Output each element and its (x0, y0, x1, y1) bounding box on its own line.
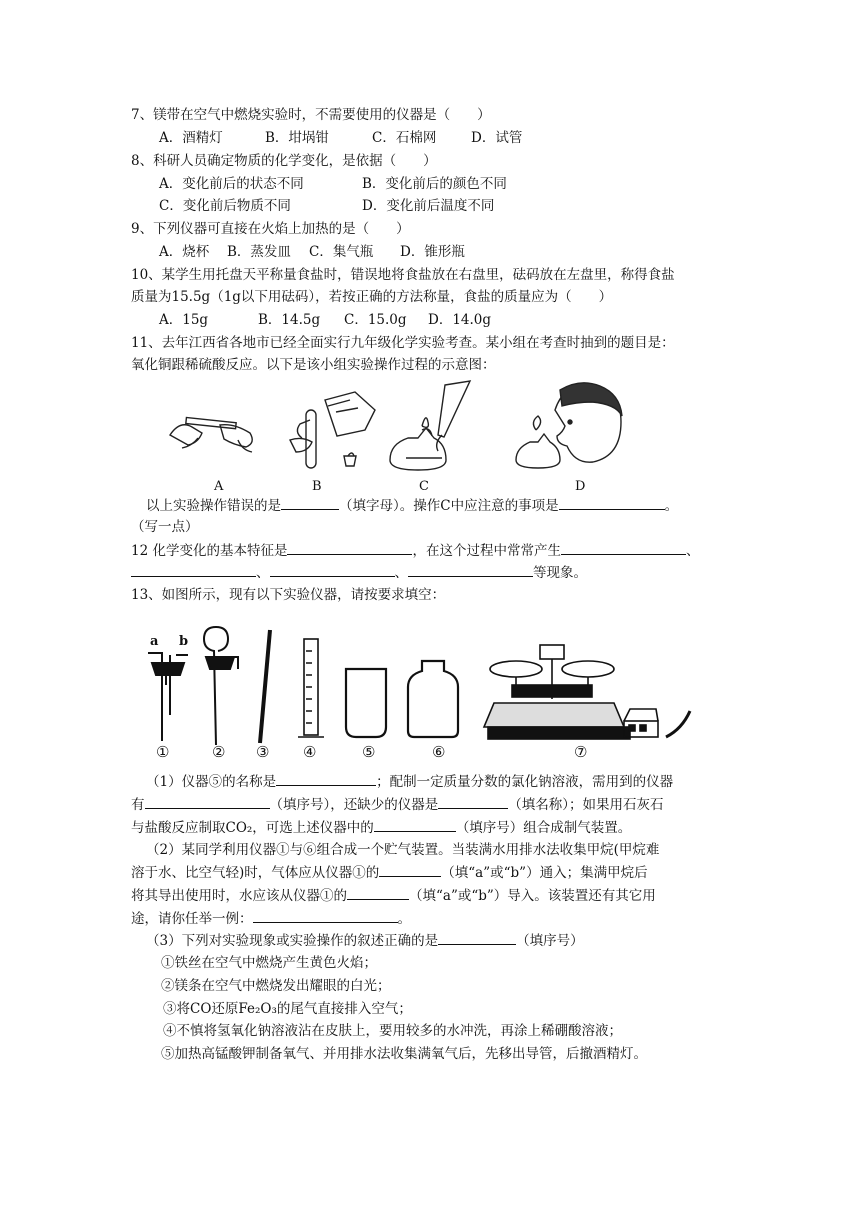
q11-answer-line2: （写一点） (131, 519, 199, 535)
q13-p1-text-7: （填序号）组合成制气装置。 (455, 820, 632, 836)
q8-option-c: C．变化前后物质不同 (159, 198, 291, 214)
q13-p1-text-2: ；配制一定质量分数的氯化钠溶液，需用到的仪器 (376, 774, 674, 790)
q7-stem: 7、镁带在空气中燃烧实验时，不需要使用的仪器是（ ） (131, 107, 491, 123)
instrument-number-6: ⑥ (432, 743, 446, 761)
tube-label-a: a (150, 634, 159, 649)
q13-p2-line2 (131, 863, 648, 882)
q12-sep-1: 、 (256, 565, 270, 581)
q7-option-d: D．试管 (471, 130, 523, 146)
q12-line1 (131, 541, 699, 560)
q7-option-b: B．坩埚钳 (265, 130, 329, 146)
q8-option-a: A．变化前后的状态不同 (159, 176, 304, 192)
q13-p2-text-1: 溶于水、比空气轻)时，气体应从仪器①的 (131, 865, 380, 881)
q13-item-2: ②镁条在空气中燃烧发出耀眼的白光； (161, 978, 391, 994)
q13-blank-water-inlet[interactable] (347, 886, 409, 900)
q13-p2-text-4: （填“a”或“b”）导入。该装置还有其它用 (409, 888, 656, 904)
q13-p1-line2 (131, 795, 664, 814)
figure-label-c: C (419, 479, 429, 494)
q9-option-a: A．烧杯 (159, 244, 210, 260)
q13-blank-name5[interactable] (276, 772, 376, 786)
q13-p3-text-1: （3）下列对实验现象或实验操作的叙述正确的是 (146, 933, 439, 949)
instrument-7-weight-box (624, 709, 690, 737)
q12-blank-phenomenon-1[interactable] (561, 541, 686, 555)
q13-blank-missing[interactable] (438, 795, 508, 809)
figure-d-smelling (516, 383, 622, 468)
instrument-7-balance (484, 645, 630, 739)
q13-p2-line1: （2）某同学利用仪器①与⑥组合成一个贮气装置。当装满水用排水法收集甲烷(甲烷难 (146, 842, 660, 858)
q8-option-b: B．变化前后的颜色不同 (362, 176, 507, 192)
q10-option-d: D．14.0g (428, 312, 492, 328)
q11-stem-line2: 氧化铜跟稀硫酸反应。以下是该小组实验操作过程的示意图： (131, 357, 496, 373)
q13-p2-text-5: 途，请你任举一例： (131, 911, 253, 927)
figure-label-b: B (312, 479, 322, 494)
q13-p3-text-2: （填序号） (516, 933, 584, 949)
q10-stem-line2: 质量为15.5g（1g以下用砝码），若按正确的方法称量，食盐的质量应为（ ） (131, 289, 613, 305)
instrument-number-7: ⑦ (574, 743, 588, 761)
q8-stem: 8、科研人员确定物质的化学变化，是依据（ ） (131, 153, 437, 169)
q13-p1-text-4: （填序号），还缺少的仪器是 (269, 797, 439, 813)
q13-instrument-figures (140, 625, 700, 745)
q10-option-b: B．14.5g (258, 312, 321, 328)
q10-stem-line1: 10、某学生用托盘天平称量食盐时，错误地将食盐放在右盘里，砝码放在左盘里，称得食盐 (131, 267, 675, 283)
q12-blank-phenomenon-4[interactable] (408, 563, 533, 577)
q13-p1-line3 (131, 818, 631, 837)
q12-blank-feature[interactable] (287, 541, 412, 555)
instrument-number-3: ③ (256, 743, 270, 761)
q13-p2-text-2: （填“a”或“b”）通入；集满甲烷后 (441, 865, 648, 881)
instrument-number-4: ④ (303, 743, 317, 761)
figure-b-pouring (290, 392, 375, 468)
figure-label-d: D (575, 479, 586, 494)
q13-item-1: ①铁丝在空气中燃烧产生黄色火焰； (161, 955, 377, 971)
q13-p1-text-6: 与盐酸反应制取CO₂，可选上述仪器中的 (131, 820, 374, 836)
q13-item-5: ⑤加热高锰酸钾制备氧气、并用排水法收集满氧气后，先移出导管，后撤酒精灯。 (161, 1046, 647, 1062)
instrument-3-glass-rod (260, 630, 270, 743)
q10-option-c: C．15.0g (344, 312, 407, 328)
q12-line2 (131, 563, 587, 582)
figure-a-hands-tube (170, 418, 252, 452)
q13-blank-instruments[interactable] (145, 795, 270, 809)
q11-operation-figures (160, 380, 780, 476)
q12-blank-phenomenon-2[interactable] (131, 563, 256, 577)
q11-answer-text-1: 以上实验操作错误的是 (146, 498, 281, 514)
q13-p2-line3 (131, 886, 656, 905)
q12-text-1: 12 化学变化的基本特征是 (131, 543, 288, 559)
instrument-number-5: ⑤ (362, 743, 376, 761)
q11-blank-notice[interactable] (559, 496, 665, 510)
q13-p2-text-6: 。 (397, 911, 411, 927)
q11-stem-line1: 11、去年江西省各地市已经全面实行九年级化学实验考查。某小组在考查时抽到的题目是： (131, 335, 675, 351)
q9-option-c: C．集气瓶 (309, 244, 374, 260)
q12-text-3: 、 (685, 543, 700, 559)
q13-stem: 13、如图所示，现有以下实验仪器，请按要求填空： (131, 587, 446, 603)
q13-blank-correct[interactable] (438, 931, 516, 945)
instrument-5-beaker (346, 669, 386, 737)
q11-answer-text-2: （填字母）。操作C中应注意的事项是 (339, 498, 559, 514)
figure-label-a: A (214, 479, 224, 494)
instrument-1-two-tubes (148, 653, 188, 741)
q7-option-c: C．石棉网 (372, 130, 437, 146)
instrument-2-funnel (204, 627, 238, 745)
q13-item-4: ④不慎将氢氧化钠溶液沾在皮肤上，要用较多的水冲洗，再涂上稀硼酸溶液； (163, 1023, 622, 1039)
q13-blank-co2-setup[interactable] (374, 818, 456, 832)
q13-blank-inlet[interactable] (379, 863, 441, 877)
figure-c-heating (390, 381, 470, 470)
q13-p3-line1 (146, 931, 584, 950)
instrument-number-2: ② (212, 743, 226, 761)
q12-text-2: ，在这个过程中常常产生 (412, 543, 561, 559)
q11-blank-wrong-op[interactable] (281, 496, 339, 510)
q9-option-d: D．锥形瓶 (400, 244, 465, 260)
q12-end: 等现象。 (533, 565, 587, 581)
q10-option-a: A．15g (159, 312, 209, 328)
instrument-number-1: ① (156, 743, 170, 761)
q11-answer-text-3: 。 (664, 498, 679, 514)
q12-sep-2: 、 (394, 565, 408, 581)
q7-option-a: A．酒精灯 (159, 130, 223, 146)
q13-p1-text-5: （填名称）；如果用石灰石 (508, 797, 664, 813)
q13-p1-text-1: （1）仪器⑤的名称是 (146, 774, 277, 790)
q13-item-3: ③将CO还原Fe₂O₃的尾气直接排入空气； (163, 1001, 412, 1017)
instrument-4-cylinder (298, 639, 324, 737)
instrument-6-gas-jar (408, 661, 458, 737)
q13-p2-text-3: 将其导出使用时，水应该从仪器①的 (131, 888, 347, 904)
tube-label-b: b (179, 634, 189, 649)
q11-answer-line1 (146, 496, 678, 515)
q13-p2-line4 (131, 909, 411, 928)
q8-option-d: D．变化前后温度不同 (362, 198, 495, 214)
q9-option-b: B．蒸发皿 (227, 244, 291, 260)
q9-stem: 9、下列仪器可直接在火焰上加热的是（ ） (131, 221, 410, 237)
q13-p1-text-3: 有 (131, 797, 145, 813)
q13-blank-other-use[interactable] (253, 909, 398, 923)
q12-blank-phenomenon-3[interactable] (270, 563, 395, 577)
q13-p1-line1 (146, 772, 673, 791)
